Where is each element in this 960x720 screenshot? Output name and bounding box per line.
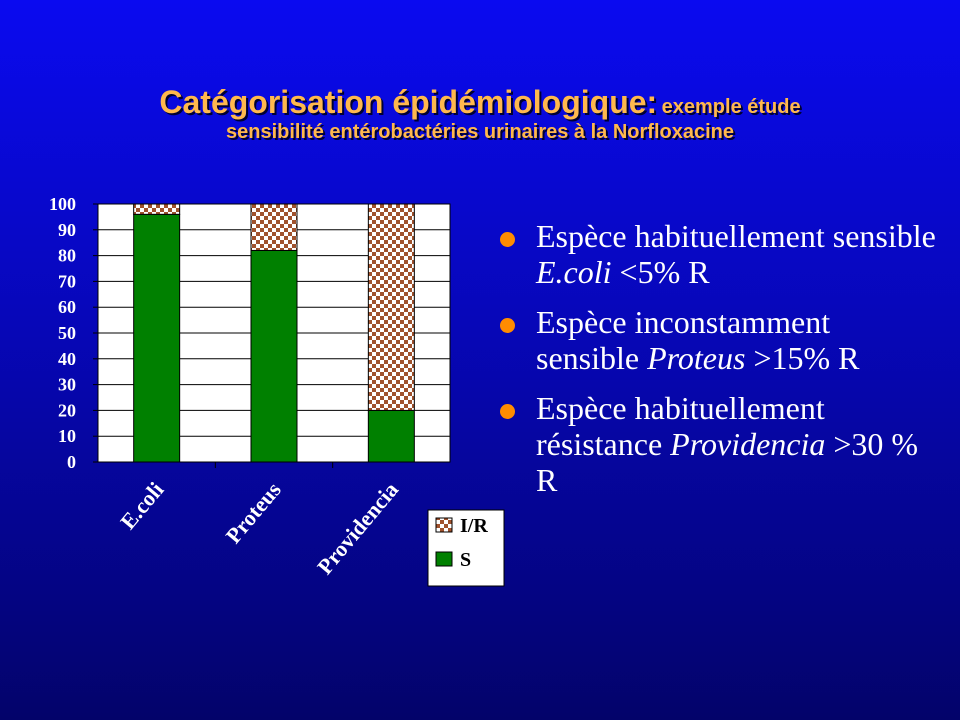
x-category-label: E.coli [115, 477, 169, 534]
bullet-threshold: >15% R [745, 340, 860, 376]
x-category-label: Providencia [312, 477, 404, 580]
bar-providencia-s [368, 410, 414, 462]
bullet-dot-icon [500, 232, 515, 247]
y-tick-label: 20 [58, 400, 76, 421]
title-line2: sensibilité entérobactéries urinaires à la Norfloxacine [226, 120, 734, 143]
y-tick-label: 50 [58, 323, 76, 343]
bullet-species: Proteus [647, 340, 746, 376]
bullet-text: Espèce inconstamment sensible [536, 304, 831, 376]
bullet-species: E.coli [536, 254, 612, 290]
y-tick-label: 90 [58, 219, 76, 240]
y-tick-label: 60 [58, 297, 76, 318]
legend-label: S [460, 549, 472, 571]
bar-proteus-ir [251, 204, 297, 250]
y-tick-label: 70 [58, 271, 76, 292]
y-tick-label: 100 [49, 194, 76, 214]
bullet-item-proteus [498, 304, 938, 376]
bar-proteus-s [251, 250, 297, 462]
legend-label: I/R [460, 515, 488, 537]
title-main: Catégorisation épidémiologique: [159, 84, 658, 120]
y-tick-label: 10 [58, 426, 76, 447]
x-category-label: Proteus [220, 477, 286, 549]
bar-providencia-ir [368, 204, 414, 410]
bullet-threshold: <5% R [611, 254, 710, 290]
legend-swatch [436, 552, 452, 566]
bullet-list [498, 218, 938, 512]
bullet-threshold: >30 % R [536, 426, 919, 498]
y-tick-label: 80 [58, 245, 76, 266]
bar-ecoli-ir [134, 204, 180, 214]
bullet-dot-icon [500, 318, 515, 333]
bullet-item-providencia [498, 390, 938, 498]
legend-swatch [436, 518, 452, 532]
y-tick-label: 40 [58, 348, 76, 369]
y-tick-label: 0 [67, 452, 76, 472]
bullet-text: Espèce habituellement résistance [536, 390, 825, 462]
bullet-species: Providencia [670, 426, 826, 462]
title-sub: exemple étude [661, 96, 801, 118]
bullet-text: Espèce habituellement sensible [536, 218, 936, 254]
y-tick-label: 30 [58, 374, 76, 395]
bar-ecoli-s [134, 214, 180, 462]
bullet-dot-icon [500, 404, 515, 419]
bullet-item-ecoli [498, 218, 938, 290]
